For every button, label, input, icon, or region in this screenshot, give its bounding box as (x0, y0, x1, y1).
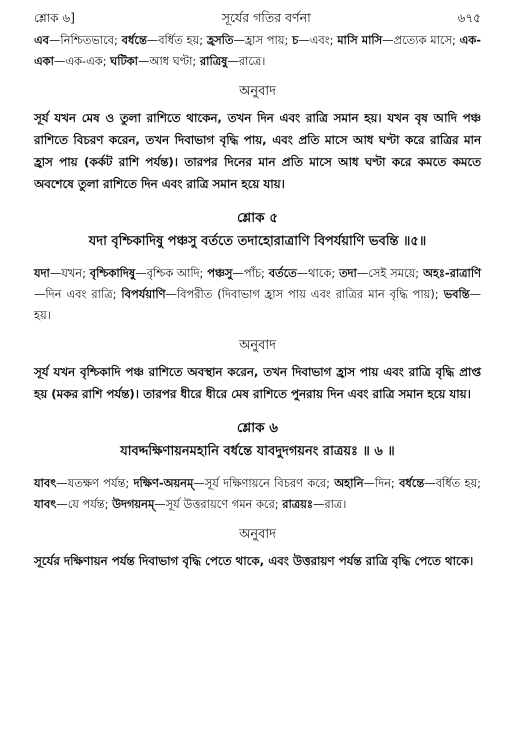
gloss-word: ভবন্তি (443, 287, 470, 301)
gloss-meaning: —যতক্ষণ পর্যন্ত; (56, 476, 134, 490)
gloss-meaning: —থাকে; (296, 266, 340, 280)
gloss-meaning: —আধ ঘণ্টা; (137, 54, 200, 68)
gloss-meaning: —দিন এবং রাত্রি; (34, 287, 122, 301)
verse-5-gloss (34, 263, 481, 326)
translation-heading-5: অনুবাদ (239, 338, 276, 353)
gloss-word: এক-একা (34, 33, 481, 68)
gloss-word: ঘটিকা (110, 54, 138, 68)
header-chapter-title: সূর্যের গতির বর্ণনা (221, 10, 311, 25)
gloss-meaning: —যখন; (49, 266, 90, 280)
gloss-word: বর্ততে (268, 266, 297, 280)
gloss-word: এব (34, 33, 50, 47)
gloss-word: রাত্রয়ঃ (282, 497, 313, 511)
translation-heading-6: অনুবাদ (239, 527, 276, 542)
verse-5-text: যদা বৃশ্চিকাদিষু পঞ্চসু বর্ততে তদাহোরাত্রাণি বিপর্যয়াণি ভবন্তি ॥৫॥ (88, 234, 427, 249)
gloss-meaning: —সেই সময়ে; (356, 266, 423, 280)
verse-5-translation: সূর্য যখন বৃশ্চিকাদি পঞ্চ রাশিতে অবস্থান করেন, তখন দিবাভাগ হ্রাস পায় এবং রাত্রি বৃদ্ধি প্রাপ্ত হয় (মকর রাশি পর্যন্ত)। তারপর ধীরে ধীরে মেষ রাশিতে পুনরায় দিন এবং রাত্রি সমান হয়ে যায়। (34, 365, 481, 401)
gloss-meaning: —হ্রাস পায়; (233, 33, 293, 47)
gloss-meaning: —বৃশ্চিক আদি; (135, 266, 208, 280)
translation-heading-1: অনুবাদ (239, 84, 276, 99)
gloss-meaning: —বর্ধিত হয়; (424, 476, 481, 490)
verse-6-text: যাবদ্দক্ষিণায়নমহানি বর্ধন্তে যাবদুদগয়নং রাত্রয়ঃ ॥ ৬ ॥ (120, 444, 395, 459)
verse-6-label: শ্লোক ৬ (236, 420, 279, 436)
top-gloss (34, 30, 481, 72)
header-verse-ref: শ্লোক ৬] (34, 11, 75, 25)
running-header (34, 10, 481, 30)
gloss-word: অহঃ-রাত্রাণি (422, 266, 482, 280)
gloss-word: দক্ষিণ-অয়নম্ (133, 476, 194, 490)
verse-5-label: শ্লোক ৫ (236, 210, 279, 226)
gloss-word: চ (292, 33, 299, 47)
gloss-meaning: —পাঁচ; (232, 266, 269, 280)
gloss-word: যাবৎ (34, 497, 57, 511)
gloss-word: অহানি (334, 476, 364, 490)
gloss-word: তদা (339, 266, 357, 280)
gloss-meaning: —সূর্য উত্তরায়ণে গমন করে; (154, 497, 283, 511)
gloss-word: পঞ্চসু (207, 266, 233, 280)
gloss-meaning: —সূর্য দক্ষিণায়নে বিচরণ করে; (193, 476, 335, 490)
gloss-word: বর্ধন্তে (399, 476, 425, 490)
gloss-meaning: —যে পর্যন্ত; (56, 497, 113, 511)
gloss-word: উদগয়নম্ (112, 497, 155, 511)
gloss-word: বৃশ্চিকাদিষু (89, 266, 136, 280)
gloss-meaning: —বিপরীত (দিবাভাগ হ্রাস পায় এবং রাত্রির মান বৃদ্ধি পায়); (165, 287, 444, 301)
gloss-meaning: —হয়। (34, 287, 481, 322)
gloss-meaning: —এক-এক; (53, 54, 111, 68)
page-number: ৬৭৫ (457, 11, 481, 25)
translation-1: সূর্য যখন মেষ ও তুলা রাশিতে থাকেন, তখন দিন এবং রাত্রি সমান হয়। যখন বৃষ আদি পঞ্চ রাশিতে বিচরণ করেন, তখন দিবাভাগ বৃদ্ধি পায়, এবং প্রতি মাসে আধ ঘণ্টা করে রাত্রির মান হ্রাস পায় (কর্কট রাশি পর্যন্ত)। তারপর দিনের মান প্রতি মাসে আধ ঘণ্টা করে কমতে কমতে অবশেষে তুলা রাশিতে দিন এবং রাত্রি সমান হয়ে যায়। (34, 111, 481, 191)
gloss-meaning: —রাত্রে। (227, 54, 266, 68)
gloss-meaning: —প্রত্যেক মাসে; (382, 33, 460, 47)
gloss-word: বর্ধন্তে (121, 33, 147, 47)
gloss-word: মাসি মাসি (337, 33, 383, 47)
gloss-meaning: —নিশ্চিতভাবে; (49, 33, 122, 47)
verse-6-translation: সূর্যের দক্ষিণায়ন পর্যন্ত দিবাভাগ বৃদ্ধি পেতে থাকে, এবং উত্তরায়ণ পর্যন্ত রাত্রি বৃদ্ধি পেতে থাকে। (34, 554, 474, 568)
gloss-word: যাবৎ (34, 476, 57, 490)
verse-6-gloss (34, 473, 481, 515)
gloss-word: হ্রসতি (206, 33, 234, 47)
gloss-word: বিপর্যয়াণি (121, 287, 166, 301)
gloss-meaning: —রাত্র। (312, 497, 347, 511)
gloss-meaning: —এবং; (298, 33, 338, 47)
gloss-word: যদা (34, 266, 50, 280)
gloss-word: রাত্রিষু (199, 54, 228, 68)
gloss-meaning: —দিন; (363, 476, 400, 490)
gloss-meaning: —বর্ধিত হয়; (146, 33, 207, 47)
